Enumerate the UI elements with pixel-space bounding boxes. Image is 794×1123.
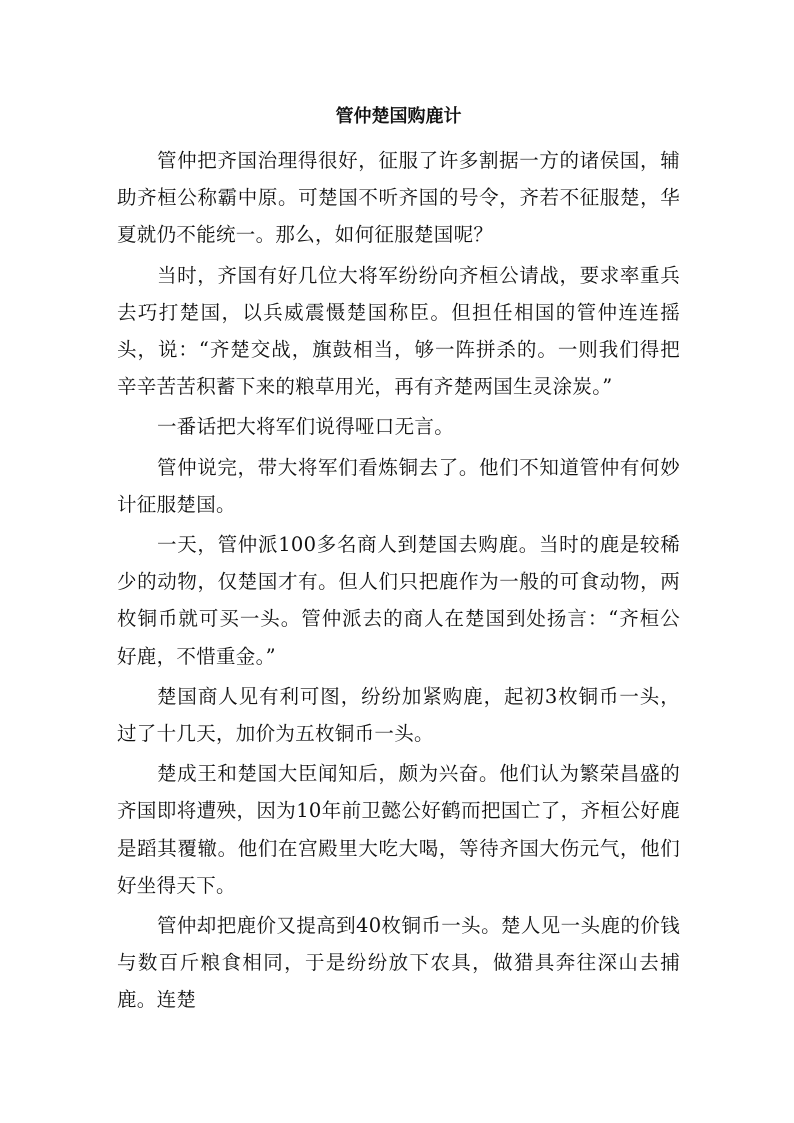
paragraph: 楚国商人见有利可图，纷纷加紧购鹿，起初3枚铜币一头，过了十几天，加价为五枚铜币一头。 — [117, 684, 680, 746]
paragraph: 一番话把大将军们说得哑口无言。 — [157, 415, 455, 439]
paragraph: 当时，齐国有好几位大将军纷纷向齐桓公请战，要求率重兵去巧打楚国，以兵威震慑楚国称臣。但担任相国的管仲连连摇头，说：“齐楚交战，旗鼓相当，够一阵拼杀的。一则我们得把辛辛苦苦积蓄下来的粮草用光，再有齐楚两国生灵涂炭。” — [117, 263, 680, 399]
paragraph: 管仲把齐国治理得很好，征服了许多割据一方的诸侯国，辅助齐桓公称霸中原。可楚国不听齐国的号令，齐若不征服楚，华夏就仍不能统一。那么，如何征服楚国呢？ — [117, 149, 680, 247]
paragraph: 一天，管仲派100多名商人到楚国去购鹿。当时的鹿是较稀少的动物，仅楚国才有。但人们只把鹿作为一般的可食动物，两枚铜币就可买一头。管仲派去的商人在楚国到处扬言：“齐桓公好鹿，不惜重金。” — [117, 533, 680, 668]
document-body — [117, 142, 680, 1019]
paragraph: 管仲说完，带大将军们看炼铜去了。他们不知道管仲有何妙计征服楚国。 — [117, 455, 680, 516]
document-title: 管仲楚国购鹿计 — [335, 106, 462, 127]
paragraph: 管仲却把鹿价又提高到40枚铜币一头。楚人见一头鹿的价钱与数百斤粮食相同，于是纷纷放下农具，做猎具奔往深山去捕鹿。连楚 — [117, 914, 680, 1012]
paragraph: 楚成王和楚国大臣闻知后，颇为兴奋。他们认为繁荣昌盛的齐国即将遭殃，因为10年前卫懿公好鹤而把国亡了，齐桓公好鹿是蹈其覆辙。他们在宫殿里大吃大喝，等待齐国大伤元气，他们好坐得天下。 — [117, 762, 680, 897]
